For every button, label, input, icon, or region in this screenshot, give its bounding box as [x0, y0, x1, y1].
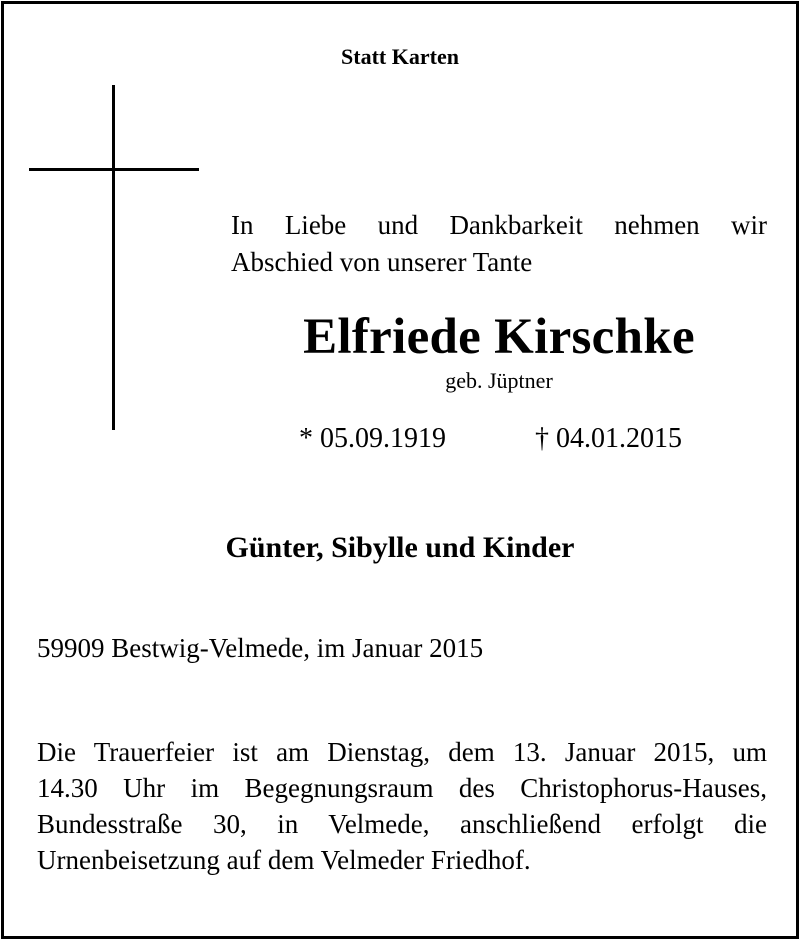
- ceremony-line-1: Die Trauerfeier ist am Dienstag, dem 13. Januar 2015, um: [37, 737, 767, 767]
- intro-line-1: In Liebe und Dankbarkeit nehmen wir: [231, 210, 767, 240]
- statt-karten-heading: Statt Karten: [341, 44, 459, 69]
- ceremony-line-3: Bundesstraße 30, in Velmede, anschließend erfolgt die: [37, 809, 767, 839]
- ceremony-line-2: 14.30 Uhr im Begegnungsraum des Christophorus-Hauses,: [37, 773, 767, 803]
- cross-horizontal-bar: [29, 168, 199, 171]
- birth-date: * 05.09.1919: [299, 423, 446, 454]
- maiden-name: geb. Jüptner: [445, 368, 553, 393]
- deceased-name: Elfriede Kirschke: [303, 309, 695, 365]
- place-and-date: 59909 Bestwig-Velmede, im Januar 2015: [37, 633, 484, 663]
- ceremony-line-4: Urnenbeisetzung auf dem Velmeder Friedhof.: [37, 845, 531, 875]
- ceremony-info: [37, 734, 767, 878]
- death-date: † 04.01.2015: [535, 423, 682, 454]
- intro-text: [231, 207, 767, 281]
- cross-vertical-bar: [112, 85, 115, 430]
- mourners-names: Günter, Sibylle und Kinder: [225, 531, 575, 564]
- intro-line-2: Abschied von unserer Tante: [231, 247, 533, 277]
